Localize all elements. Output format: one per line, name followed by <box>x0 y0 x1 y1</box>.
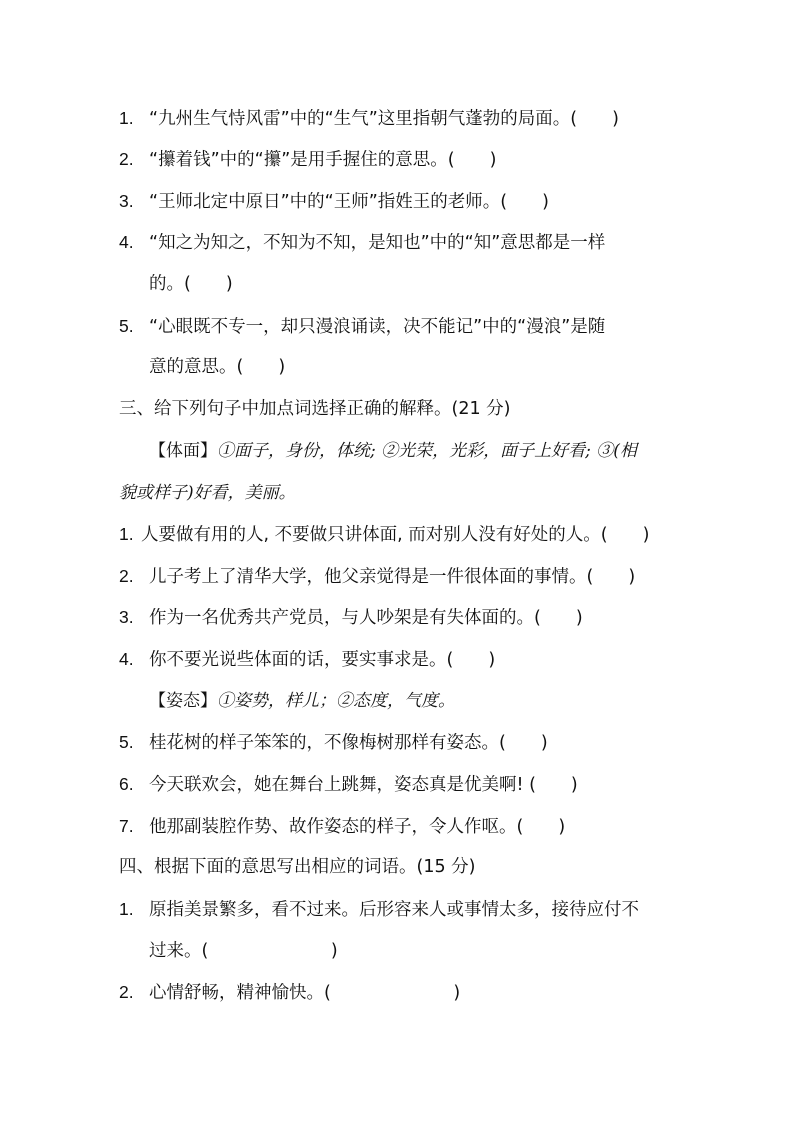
item-number: 1. <box>119 524 134 544</box>
judge-item-3 <box>119 189 549 214</box>
definition-body: ①姿势，样儿；②态度，气度。 <box>217 691 455 711</box>
judge-item-5 <box>119 314 605 339</box>
item-number: 1. <box>119 899 134 919</box>
item-number: 2. <box>119 149 134 169</box>
item-text-continued: 意的意思。( ) <box>149 357 286 377</box>
definition-timian-continued <box>119 481 296 505</box>
item-text: 原指美景繁多，看不过来。后形容来人或事情太多，接待应付不 <box>149 900 639 920</box>
judge-item-4-continued <box>149 272 233 296</box>
item-text: 今天联欢会，她在舞台上跳舞，姿态真是优美啊! ( ) <box>149 775 578 795</box>
choice-item-6 <box>119 772 578 797</box>
item-text: 心情舒畅，精神愉快。( ) <box>149 983 461 1003</box>
item-number: 7. <box>119 816 134 836</box>
definition-zitai <box>149 689 455 713</box>
item-number: 2. <box>119 982 134 1002</box>
item-text: 他那副装腔作势、故作姿态的样子，令人作呕。( ) <box>149 817 566 837</box>
item-text: 桂花树的样子笨笨的，不像梅树那样有姿态。( ) <box>149 733 548 753</box>
judge-item-1 <box>119 106 619 131</box>
item-text: “攥着钱”中的“攥”是用手握住的意思。( ) <box>149 150 497 170</box>
item-text: “心眼既不专一，却只漫浪诵读，决不能记”中的“漫浪”是随 <box>149 317 606 337</box>
item-number: 4. <box>119 649 134 669</box>
definition-body: ①面子，身份，体统; ②光荣，光彩，面子上好看; ③(相 <box>217 441 637 461</box>
choice-item-1 <box>119 522 649 547</box>
judge-item-2 <box>119 147 496 172</box>
item-number: 1. <box>119 108 134 128</box>
definition-timian <box>149 439 637 463</box>
judge-item-4 <box>119 230 605 255</box>
item-text-continued: 过来。( ) <box>149 941 338 961</box>
choice-item-7 <box>119 814 565 839</box>
item-number: 2. <box>119 566 134 586</box>
item-text: “王师北定中原日”中的“王师”指姓王的老师。( ) <box>149 192 549 212</box>
section-three-heading: 三、给下列句子中加点词选择正确的解释。(21 分) <box>119 399 511 419</box>
item-text-continued: 的。( ) <box>149 274 233 294</box>
item-number: 3. <box>119 191 134 211</box>
word-item-1-continued <box>149 939 338 963</box>
item-text: 你不要光说些体面的话，要实事求是。( ) <box>149 650 496 670</box>
choice-item-4 <box>119 647 495 672</box>
definition-term: 【姿态】 <box>149 691 217 711</box>
item-text: 作为一名优秀共产党员，与人吵架是有失体面的。( ) <box>149 608 583 628</box>
section-four-heading: 四、根据下面的意思写出相应的词语。(15 分) <box>119 857 476 877</box>
definition-term: 【体面】 <box>149 441 217 461</box>
definition-body-continued: 貌或样子)好看，美丽。 <box>119 483 296 503</box>
word-item-1 <box>119 897 639 922</box>
item-number: 3. <box>119 607 134 627</box>
item-text: “知之为知之，不知为不知，是知也”中的“知”意思都是一样 <box>149 233 606 253</box>
item-number: 6. <box>119 774 134 794</box>
item-number: 4. <box>119 232 134 252</box>
choice-item-2 <box>119 564 635 589</box>
item-number: 5. <box>119 316 134 336</box>
item-text: “九州生气恃风雷”中的“生气”这里指朝气蓬勃的局面。( ) <box>149 109 619 129</box>
item-text: 儿子考上了清华大学，他父亲觉得是一件很体面的事情。( ) <box>149 567 636 587</box>
choice-item-3 <box>119 605 583 630</box>
judge-item-5-continued <box>149 355 285 379</box>
word-item-2 <box>119 980 460 1005</box>
item-text: 人要做有用的人, 不要做只讲体面, 而对别人没有好处的人。( ) <box>141 525 650 545</box>
item-number: 5. <box>119 732 134 752</box>
choice-item-5 <box>119 730 548 755</box>
